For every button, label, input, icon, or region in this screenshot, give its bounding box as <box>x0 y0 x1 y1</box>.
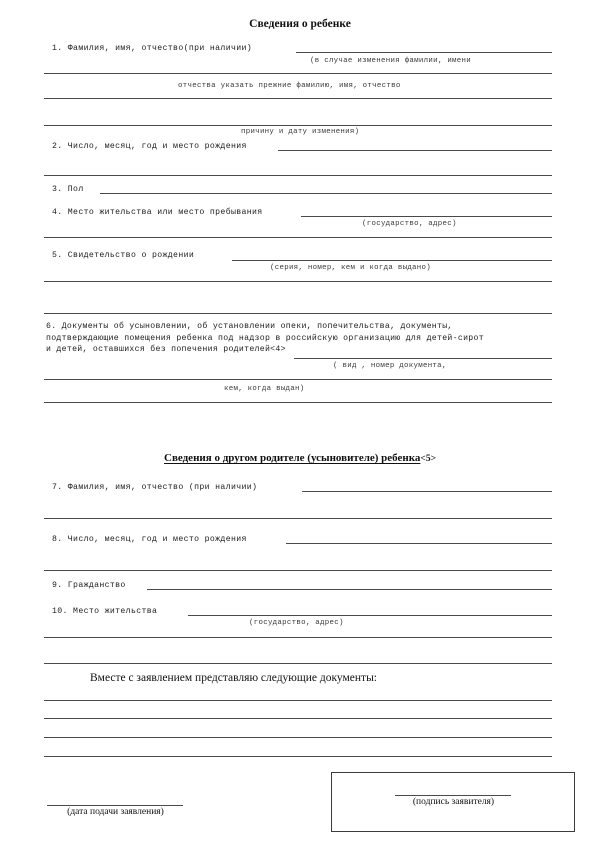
field-6-writeline-1[interactable] <box>294 358 552 359</box>
field-6-line-3: и детей, оставшихся без попечения родителей<4> <box>46 345 286 355</box>
field-1-writeline-3[interactable] <box>44 98 552 99</box>
field-4-writeline-1[interactable] <box>301 216 552 217</box>
field-8-writeline-2[interactable] <box>44 570 552 571</box>
field-2-writeline-2[interactable] <box>44 175 552 176</box>
field-10-writeline-1[interactable] <box>188 615 552 616</box>
field-7-label: 7. Фамилия, имя, отчество (при наличии) <box>52 483 258 492</box>
parent-section-title <box>0 452 600 464</box>
field-8-writeline-1[interactable] <box>286 543 552 544</box>
field-1-writeline-4[interactable] <box>44 125 552 126</box>
field-7-writeline-2[interactable] <box>44 518 552 519</box>
field-8-label: 8. Число, месяц, год и место рождения <box>52 535 247 544</box>
field-1-writeline-2[interactable] <box>44 73 552 74</box>
child-section-title: Сведения о ребенке <box>249 18 351 30</box>
parent-section-title-text: Сведения о другом родителе (усыновителе) ребенка <box>164 452 421 464</box>
field-4-hint-1: (государство, адрес) <box>362 220 457 228</box>
field-6-writeline-2[interactable] <box>44 379 552 380</box>
field-5-writeline-1[interactable] <box>232 260 552 261</box>
field-1-label: 1. Фамилия, имя, отчество(при наличии) <box>52 44 253 53</box>
field-10-hint-1: (государство, адрес) <box>249 619 344 627</box>
field-10-label: 10. Место жительства <box>52 607 158 616</box>
attachment-writeline-4[interactable] <box>44 756 552 757</box>
field-9-writeline-1[interactable] <box>147 589 552 590</box>
field-6-line-2: подтверждающие помещения ребенка под надзор в российскую организацию для детей-сирот <box>46 333 484 343</box>
attachment-writeline-2[interactable] <box>44 718 552 719</box>
attachments-intro: Вместе с заявлением представляю следующие документы: <box>90 672 377 684</box>
field-9-label: 9. Гражданство <box>52 581 126 590</box>
field-1-hint-1: (в случае изменения фамилии, имени <box>310 57 471 65</box>
attachment-writeline-3[interactable] <box>44 737 552 738</box>
field-6-line-1: 6. Документы об усыновлении, об установлении опеки, попечительства, документы, <box>46 322 453 331</box>
date-caption: (дата подачи заявления) <box>67 807 164 817</box>
field-5-writeline-2[interactable] <box>44 281 552 282</box>
field-6-paragraph <box>46 321 552 356</box>
field-2-writeline-1[interactable] <box>278 150 552 151</box>
field-7-writeline-1[interactable] <box>302 491 552 492</box>
field-6-writeline-3[interactable] <box>44 402 552 403</box>
field-4-label: 4. Место жительства или место пребывания <box>52 208 263 217</box>
parent-section-title-reference: <5> <box>420 454 436 464</box>
signature-writeline[interactable] <box>395 795 511 796</box>
field-1-hint-3: причину и дату изменения) <box>241 128 360 136</box>
field-1-hint-2: отчества указать прежние фамилию, имя, отчество <box>178 82 401 90</box>
attachment-writeline-1[interactable] <box>44 700 552 701</box>
field-6-hint-1: ( вид , номер документа, <box>333 362 447 370</box>
field-10-writeline-2[interactable] <box>44 637 552 638</box>
field-5-writeline-3[interactable] <box>44 313 552 314</box>
field-6-hint-2: кем, когда выдан) <box>224 385 305 393</box>
field-4-writeline-2[interactable] <box>44 237 552 238</box>
field-3-writeline-1[interactable] <box>100 193 552 194</box>
field-2-label: 2. Число, месяц, год и место рождения <box>52 142 247 151</box>
attachments-top-rule <box>44 663 552 664</box>
field-5-label: 5. Свидетельство о рождении <box>52 251 195 260</box>
date-writeline[interactable] <box>47 805 183 806</box>
signature-caption: (подпись заявителя) <box>412 797 495 807</box>
field-3-label: 3. Пол <box>52 185 84 194</box>
field-5-hint-1: (серия, номер, кем и когда выдано) <box>270 264 431 272</box>
field-1-writeline-1[interactable] <box>296 52 552 53</box>
